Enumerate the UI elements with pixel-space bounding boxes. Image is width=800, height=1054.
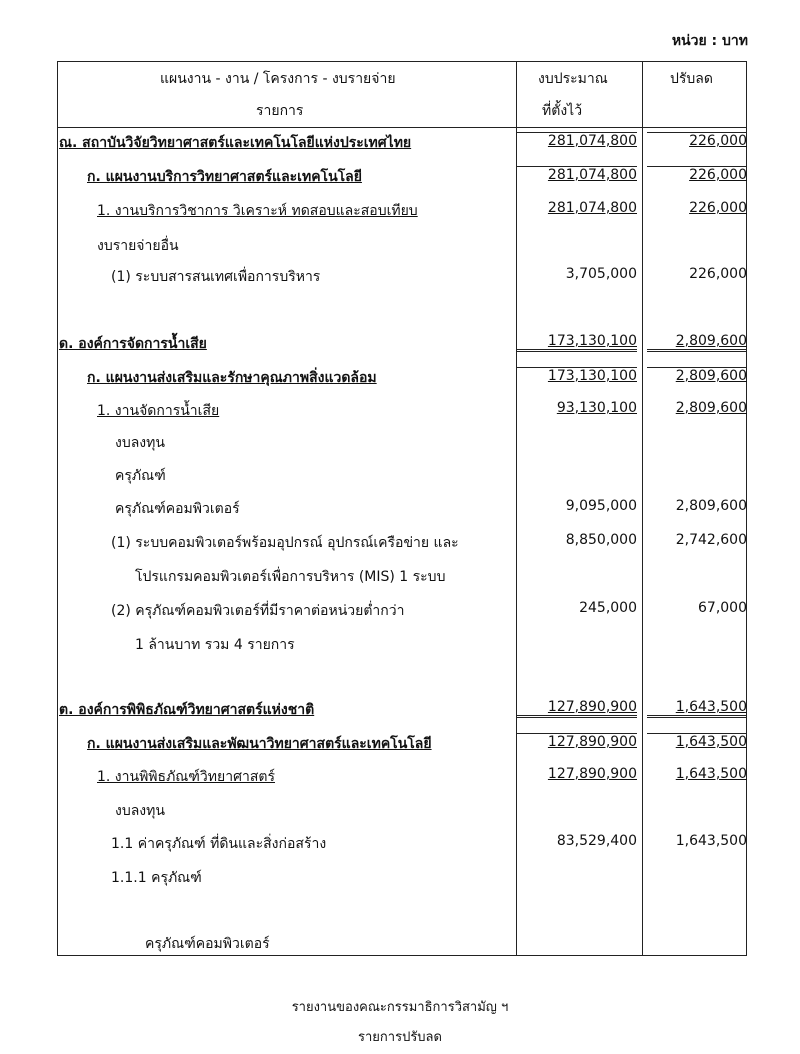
row-cut: 2,809,600	[675, 498, 747, 514]
table-row	[57, 600, 747, 624]
table-row	[57, 634, 747, 658]
table-row	[57, 333, 747, 357]
row-budget: 173,130,100	[517, 333, 637, 352]
table-row	[57, 933, 747, 957]
table-row	[57, 200, 747, 224]
row-text: ก. แผนงานบริการวิทยาศาสตร์และเทคโนโลยี	[87, 169, 362, 185]
row-budget: 83,529,400	[556, 833, 637, 849]
table-row	[57, 833, 747, 857]
row-text: โปรแกรมคอมพิวเตอร์เพื่อการบริหาร (MIS) 1 ระบบ	[135, 569, 446, 585]
row-cut: 1,643,500	[675, 833, 747, 849]
row-cut: 226,000	[647, 166, 747, 183]
row-text: งบรายจ่ายอื่น	[97, 238, 179, 254]
row-text: ณ. สถาบันวิจัยวิทยาศาสตร์และเทคโนโลยีแห่งประเทศไทย	[59, 135, 412, 151]
unit-label: หน่วย : บาท	[671, 33, 748, 49]
row-budget: 173,130,100	[517, 367, 637, 384]
row-text: 1. งานพิพิธภัณฑ์วิทยาศาสตร์	[97, 769, 275, 785]
row-cut: 2,742,600	[675, 532, 747, 548]
row-text: ครุภัณฑ์คอมพิวเตอร์	[145, 936, 270, 952]
table-row	[57, 532, 747, 556]
header-col1-line2: รายการ	[256, 103, 304, 119]
header-col1-line1: แผนงาน - งาน / โครงการ - งบรายจ่าย	[160, 71, 396, 87]
row-text: (1) ระบบสารสนเทศเพื่อการบริหาร	[111, 269, 321, 285]
table-row	[57, 266, 747, 290]
row-budget: 127,890,900	[517, 733, 637, 750]
row-cut: 2,809,600	[647, 367, 747, 384]
row-text: ก. แผนงานส่งเสริมและรักษาคุณภาพสิ่งแวดล้อม	[87, 370, 377, 386]
row-text: 1. งานจัดการน้ำเสีย	[97, 403, 220, 419]
footer-report-title: รายงานของคณะกรรมาธิการวิสามัญ ฯ	[291, 1000, 509, 1015]
row-cut: 226,000	[689, 266, 747, 282]
table-row	[57, 432, 747, 456]
row-text: (1) ระบบคอมพิวเตอร์พร้อมอุปกรณ์ อุปกรณ์เครือข่าย และ	[111, 535, 459, 551]
row-text: ครุภัณฑ์คอมพิวเตอร์	[115, 501, 240, 517]
row-text: ต. องค์การพิพิธภัณฑ์วิทยาศาสตร์แห่งชาติ	[59, 702, 315, 718]
row-text: ด. องค์การจัดการน้ำเสีย	[59, 336, 207, 352]
row-budget: 9,095,000	[565, 498, 637, 514]
row-text: 1.1 ค่าครุภัณฑ์ ที่ดินและสิ่งก่อสร้าง	[111, 836, 327, 852]
row-budget: 127,890,900	[517, 699, 637, 718]
header-col2-line2: ที่ตั้งไว้	[542, 103, 583, 119]
table-row	[57, 166, 747, 190]
row-budget: 281,074,800	[547, 200, 637, 216]
row-budget: 281,074,800	[517, 166, 637, 183]
row-budget: 127,890,900	[547, 766, 637, 782]
row-text: ครุภัณฑ์	[115, 468, 166, 484]
table-row	[57, 400, 747, 424]
row-cut: 1,643,500	[647, 733, 747, 750]
row-cut: 2,809,600	[647, 333, 747, 352]
row-budget: 3,705,000	[565, 266, 637, 282]
header-col3: ปรับลด	[670, 71, 713, 87]
row-cut: 1,643,500	[675, 766, 747, 782]
table-row	[57, 498, 747, 522]
header-divider	[57, 127, 747, 128]
table-row	[57, 867, 747, 891]
row-cut: 67,000	[698, 600, 747, 616]
table-row	[57, 367, 747, 391]
row-budget: 245,000	[579, 600, 637, 616]
table-row	[57, 235, 747, 259]
row-text: 1. งานบริการวิชาการ วิเคราะห์ ทดสอบและสอบเทียบ	[97, 203, 418, 219]
table-row	[57, 699, 747, 723]
row-budget: 281,074,800	[517, 132, 637, 149]
table-row	[57, 800, 747, 824]
row-cut: 226,000	[689, 200, 747, 216]
row-cut: 1,643,500	[647, 699, 747, 718]
header-col2-line1: งบประมาณ	[538, 71, 608, 87]
row-budget: 8,850,000	[565, 532, 637, 548]
table-row	[57, 132, 747, 156]
row-text: ก. แผนงานส่งเสริมและพัฒนาวิทยาศาสตร์และเทคโนโลยี	[87, 736, 432, 752]
table-row	[57, 465, 747, 489]
row-text: งบลงทุน	[115, 803, 165, 819]
footer-subtitle: รายการปรับลด	[358, 1030, 442, 1045]
row-text: 1 ล้านบาท รวม 4 รายการ	[135, 637, 295, 653]
table-row	[57, 733, 747, 757]
row-text: 1.1.1 ครุภัณฑ์	[111, 870, 202, 886]
row-text: (2) ครุภัณฑ์คอมพิวเตอร์ที่มีราคาต่อหน่วยต่ำกว่า	[111, 603, 405, 619]
table-row	[57, 566, 747, 590]
row-budget: 93,130,100	[556, 400, 637, 416]
row-cut: 2,809,600	[675, 400, 747, 416]
row-text: งบลงทุน	[115, 435, 165, 451]
row-cut: 226,000	[647, 132, 747, 149]
table-row	[57, 766, 747, 790]
